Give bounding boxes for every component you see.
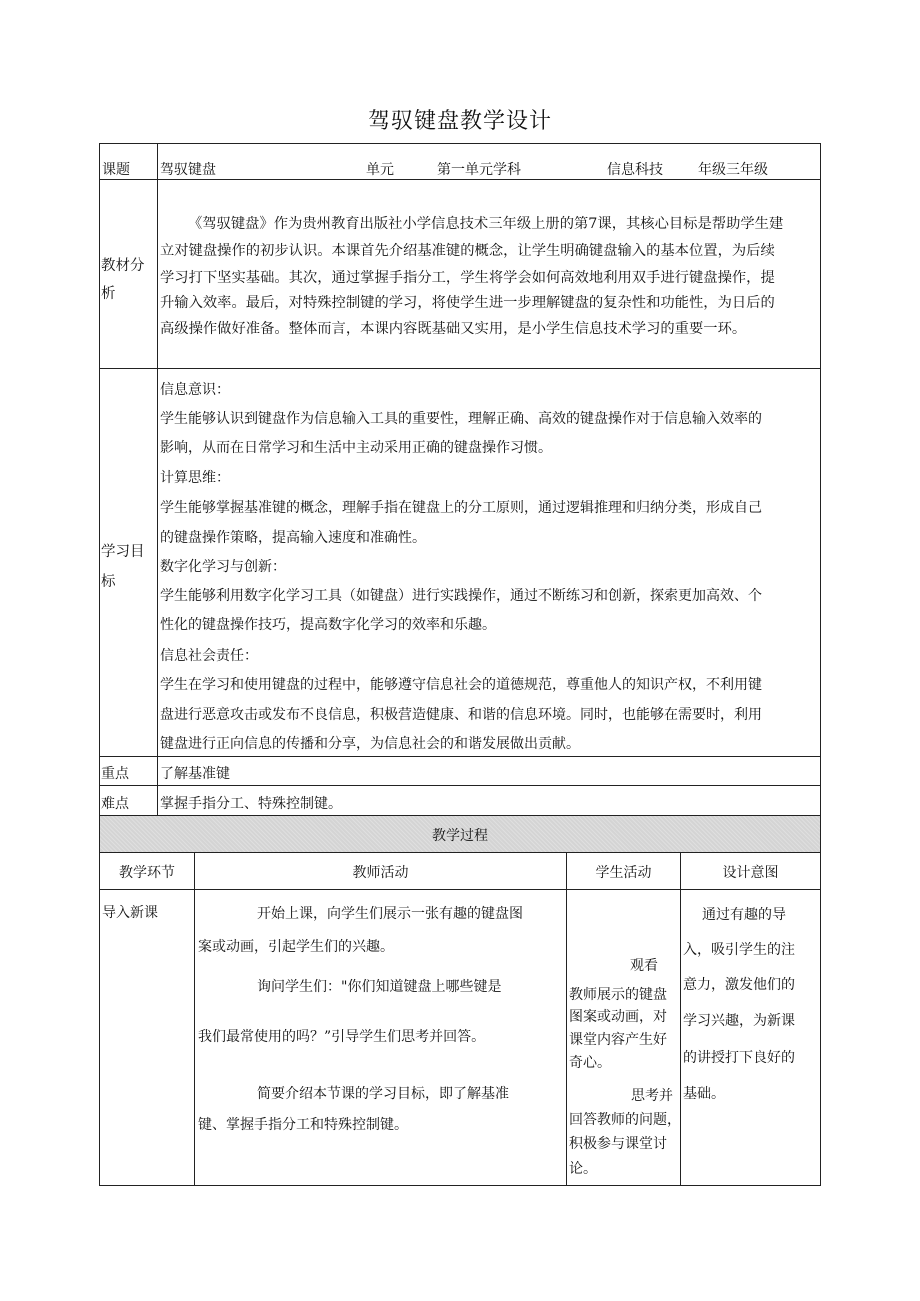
goals-label-2: 标 xyxy=(101,574,116,590)
unit-value: 第一单元学科 xyxy=(437,162,521,178)
col-student: 学生活动 xyxy=(595,865,652,881)
difficulty-value: 掌握手指分工、特殊控制键。 xyxy=(160,796,342,812)
process-heading: 教学过程 xyxy=(432,828,488,844)
lesson-label: 课题 xyxy=(102,162,130,178)
goals-label-1: 学习目 xyxy=(101,544,145,560)
key-point-value: 了解基准键 xyxy=(160,766,230,782)
difficulty-label: 难点 xyxy=(101,796,129,812)
col-intent: 设计意图 xyxy=(722,865,779,881)
col-stage: 教学环节 xyxy=(119,865,175,881)
analysis-label-2: 析 xyxy=(101,286,116,302)
analysis-label-1: 教材分 xyxy=(101,258,145,274)
grade-value: 年级三年级 xyxy=(698,162,768,178)
stage-name: 导入新课 xyxy=(102,905,158,921)
unit-label: 单元 xyxy=(366,162,394,178)
subject-value: 信息科技 xyxy=(607,162,663,178)
lesson-value: 驾驭键盘 xyxy=(160,162,216,178)
col-teacher: 教师活动 xyxy=(352,865,409,881)
page-title: 驾驭键盘教学设计 xyxy=(367,109,552,134)
key-point-label: 重点 xyxy=(101,766,129,782)
